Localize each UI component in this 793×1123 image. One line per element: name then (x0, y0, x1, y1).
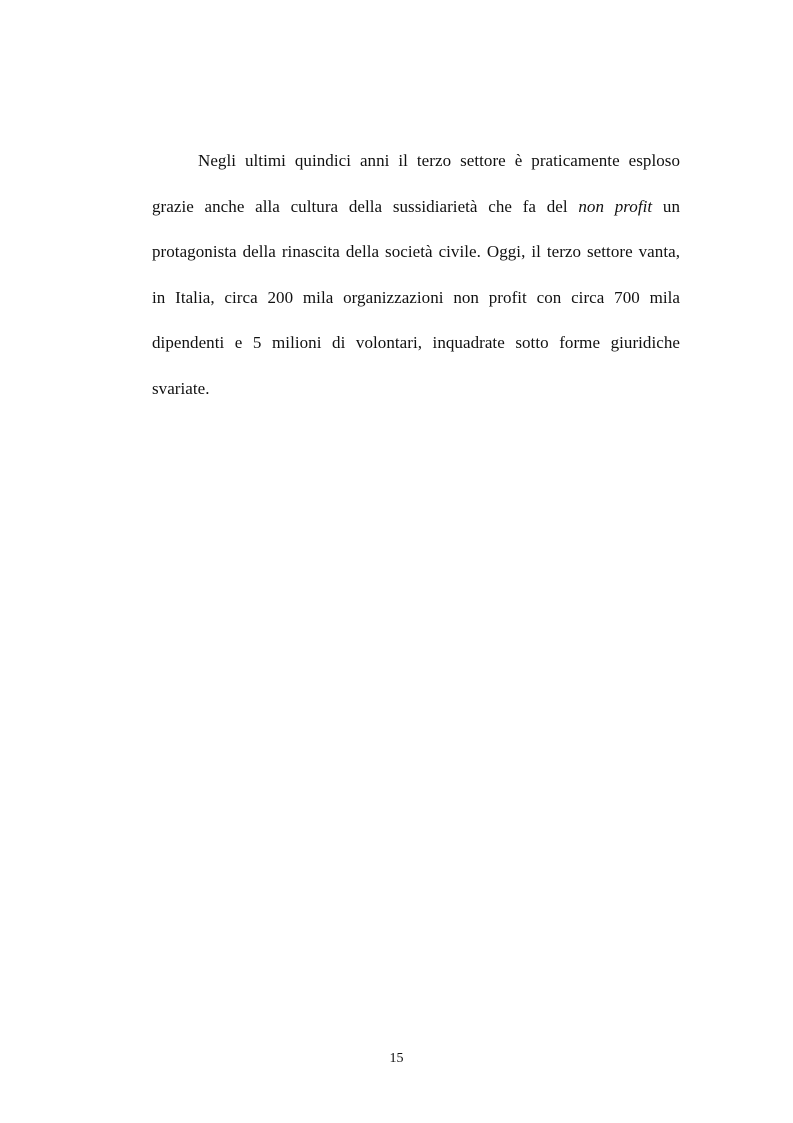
paragraph-emphasis: non profit (578, 196, 653, 216)
paragraph-text-part-2: un protagonista della rinascita della società civile. Oggi, il terzo settore vanta, in Italia, circa 200 mila organizzazioni non profit con circa 700 mila dipendenti e 5 milioni di volontari, inquadrate sotto forme giuridiche svariate. (152, 196, 681, 398)
body-paragraph (152, 138, 680, 411)
paragraph-text-part-1: Negli ultimi quindici anni il terzo settore è praticamente esploso grazie anche alla cultura della sussidiarietà che fa del (152, 151, 680, 216)
page-number: 15 (389, 1051, 404, 1066)
